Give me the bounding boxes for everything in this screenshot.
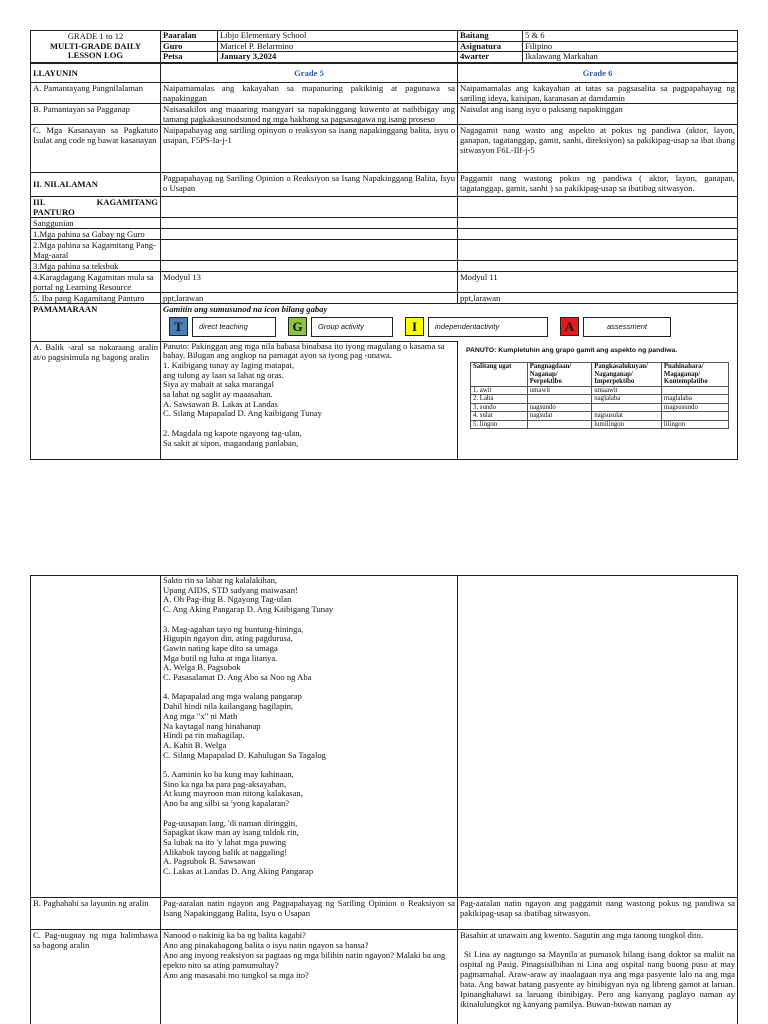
aspekto-cell: maglalaba (661, 395, 728, 404)
aspekto-header-cell: Salitang ugat (471, 363, 528, 387)
layunin-heading: I.LAYUNIN (31, 63, 161, 82)
row-label: 3.Mga pahina sa teksbuk (31, 260, 161, 271)
baitang-label: Baitang (458, 31, 523, 42)
aspekto-row (471, 403, 729, 412)
baitang-value: 5 & 6 (523, 31, 738, 42)
legend-letter-box: G (288, 317, 307, 336)
row-label: 1.Mga pahina sa Gabay ng Guro (31, 228, 161, 239)
legend-letter-box: T (169, 317, 188, 336)
lesson-log-page-2 (30, 575, 738, 1024)
grade5-cell: Naisasakilos ang maaaring mangyari sa napakinggang kuwento at naibibigay ang tamang pagkakasunodsunod ng mga hakbang sa pagsasagawa ng isang proseso (161, 103, 458, 124)
header-table (30, 30, 738, 63)
row-label: C. Mga Kasanayan sa Pagkatuto Isulat ang code ng bawat kasanayan (31, 124, 161, 172)
kagamitan-row-2 (31, 239, 738, 260)
legend-item-i (405, 317, 548, 337)
balik-aral-grade6 (458, 341, 738, 459)
grade5-cell (161, 239, 458, 260)
title-line-2: MULTI-GRADE DAILY (49, 40, 142, 51)
legend-item-t (169, 317, 276, 337)
grade6-cell: Naisulat ang isang isyu o paksang napakinggan (458, 103, 738, 124)
pag-uugnay-grade6 (458, 930, 738, 1024)
asignatura-label: Asignatura (458, 41, 523, 52)
grade6-cell (458, 576, 738, 898)
title-line-1: GRADE 1 to 12 (67, 31, 124, 41)
layunin-row-c (31, 124, 738, 172)
lesson-log-page-1 (30, 30, 738, 498)
aspekto-row (471, 420, 729, 429)
aspekto-cell (661, 386, 728, 395)
legend-label: assessment (583, 317, 671, 337)
kagamitan-row-1 (31, 228, 738, 239)
balik-aral-continued-row (31, 576, 738, 898)
aspekto-cell: 1. awit (471, 386, 528, 395)
aspekto-cell: umawit (527, 386, 592, 395)
paaralan-label: Paaralan (161, 31, 218, 42)
row-label (31, 576, 161, 898)
grade6-cell: Naipamamalas ang kakayahan at tatas sa pagsasalita sa pagpapahayag ng sariling ideya, kaisipan, karanasan at damdamin (458, 82, 738, 103)
legend-label: direct teaching (192, 317, 276, 337)
grade6-panuto: PANUTO: Kumpletuhin ang grapo gamit ang aspekto ng pandiwa. (466, 347, 678, 354)
legend-item-g (288, 317, 393, 337)
main-table-continued (30, 575, 738, 1024)
aspekto-cell: nagsulat (527, 412, 592, 421)
aspekto-row (471, 412, 729, 421)
grade5-heading: Grade 5 (161, 63, 458, 82)
grade5-cell (161, 217, 458, 228)
layunin-row-a (31, 82, 738, 103)
story-intro: Basahin at unawain ang kwento. Sagutin ang mga tanong tungkol dito. (460, 930, 703, 940)
kagamitan-row (31, 196, 738, 217)
grade6-cell (458, 239, 738, 260)
kagamitan-row-4 (31, 271, 738, 292)
aspekto-cell: nagsusulat (592, 412, 662, 421)
grade6-cell (458, 196, 738, 217)
story-text: Si Lina ay nagtungo sa Maynila at pumasok bilang isang doktor sa maliit na ospital ng Pasig. Pinagsisilbihan ni Lina ang ospital nang buong puso at may pagmamahal. Araw-araw ay inaalagaan nya ang mga pasyente lalo na ang mga bata. Ang bawat batang pasyente ay binibigyan nya ng libreng gamot at laruan. Ipinanghahawi sa laruang ibinibigay. Pero ang kanyang paglayo naman ay ikinalulungkot ng kanyang pamilya. Buwan-buwan naman ay (460, 949, 735, 1009)
grade6-cell (458, 260, 738, 271)
kwarter-label: 4warter (458, 52, 523, 63)
nilalaman-row (31, 172, 738, 196)
sanggunian-row (31, 217, 738, 228)
grade5-cell (161, 196, 458, 217)
legend-letter-box: A (560, 317, 579, 336)
balik-aral-grade5-continued: Sakto rin sa lahat ng kalalakihan, Upang AIDS, STD sadyang maiwasan! A. Oh Pag-ibig B. Ngayong Tag-ulan C. Ang Aking Pangarap D. Ang Kaibigang Tunay 3. Mag-agahan tayo ng buntung-hininga, Higupin ngayon din, ating pagdurusa, Gawin nating kape dito sa umaga Mga butil ng luha at mga litanya. A. Welga B. Pagsubok C. Pasasalamat D. Ang Abo sa Noo ng Aba 4. Mapapalad ang mga walang pangarap Dahil hindi nila kailangang hagilapin, Ang mga "x" ni Math Na kaytagal nang hinahanap Hindi pa rin mahagilap. A. Kahit B. Welga C. Silang Mapapalad D. Kahulugan Sa Tagalog 5. Aaminin ko ba kung may kahinaan, Sino ka nga ba para pag-aksayahan, At kung mayroon man nitong kalakasan, Ano ba ang silbi sa 'yong kapalaran? Pag-uusapan lang, 'di naman diringgin, Sapagkat ikaw man ay isang tuldok rin, Sa lubak na ito 'y lahat mga puwing Alikabok tayong balik at naggaling! A. Pagsubok B. Sawsawan C. Lakas at Landas D. Ang Aking Pangarap (161, 576, 458, 898)
kagamitan-row-3 (31, 260, 738, 271)
nilalaman-label: II. NILALAMAN (31, 172, 161, 196)
grade6-cell: ppt,larawan (458, 292, 738, 303)
aspekto-cell: 3. sundo (471, 403, 528, 412)
paaralan-value: Libjo Elementary School (218, 31, 458, 42)
balik-aral-row (31, 341, 738, 459)
aspekto-cell: magsusundo (661, 403, 728, 412)
row-label: B. Pamantayan sa Pagganap (31, 103, 161, 124)
aspekto-table (470, 362, 729, 429)
pamamaraan-label: PAMAMARAAN (31, 303, 161, 341)
grade6-cell: Paggamit nang wastong pokus ng pandiwa ( aktor, layon, ganapan, tagatanggap, gamit, sanhi ) sa pakikipag-usap sa ibatibag sitwasyon. (458, 172, 738, 196)
aspekto-cell: 2. Laba (471, 395, 528, 404)
aspekto-cell (592, 403, 662, 412)
kagamitan-label-right: KAGAMITANG (96, 196, 158, 207)
paghahabi-row (31, 898, 738, 930)
aspekto-row (471, 395, 729, 404)
aspekto-table-body (471, 386, 729, 429)
row-label: 4.Karagdagang Kagamitan mula sa portal ng Learning Resource (31, 271, 161, 292)
aspekto-cell: 5. lingon (471, 420, 528, 429)
legend-label: independentactivity (428, 317, 548, 337)
aspekto-cell: 4. sulat (471, 412, 528, 421)
main-table (30, 63, 738, 460)
aspekto-cell (527, 420, 592, 429)
grade6-heading: Grade 6 (458, 63, 738, 82)
aspekto-cell: naglalaba (592, 395, 662, 404)
kagamitan-row-5 (31, 292, 738, 303)
paghahabi-grade6: Pag-aaralan natin ngayon ang paggamit nang wastong pokus ng pandiwa sa pakikipag-usap sa ibatibag sitwasyon. (458, 898, 738, 930)
pag-uugnay-grade5: Nanood o nakinig ka ba ng balita kagabi? Ano ang pinakabagong balita o isyu natin ngayon sa bansa? Ano ang inyong reaksiyon sa pagtaas ng mga bilihin natin ngayon? Malaki ba ang epekto nito sa ating pamumuhay? Ano ang masasabi mo tungkol sa mga ito? (161, 930, 458, 1024)
petsa-value: January 3,2024 (218, 52, 458, 63)
aspekto-cell: lumilingon (592, 420, 662, 429)
row-label: 2.Mga pahina sa Kagamitang Pang-Mag-aaral (31, 239, 161, 260)
grade5-cell: Naipamamalas ang kakayahan sa mapanuring pakikinig at pagunawa sa napakinggan (161, 82, 458, 103)
pag-uugnay-label: C. Pag-uugnay ng mga halimbawa sa bagong aralin (31, 930, 161, 1024)
grade5-cell: ppt,larawan (161, 292, 458, 303)
row-label: A. Pamantayang Pangnilalaman (31, 82, 161, 103)
grade5-cell: Modyul 13 (161, 271, 458, 292)
legend-label: Group activity (311, 317, 393, 337)
petsa-label: Petsa (161, 52, 218, 63)
grade6-cell (458, 228, 738, 239)
grade5-cell: Naipapahayag ang sariling opinyon o reaksyon sa isang napakinggang balita, isyu o usapan, F5PS-Ia-j-1 (161, 124, 458, 172)
paghahabi-label: B. Paghahabi sa layunin ng aralin (31, 898, 161, 930)
guro-label: Guro (161, 41, 218, 52)
guro-value: Maricel P. Belarmino (218, 41, 458, 52)
aspekto-table-header (471, 363, 729, 387)
paghahabi-grade5: Pag-aaralan natin ngayon ang Pagpapahayag ng Sariling Opinion o Reaksiyon sa Isang Napakinggang Balita, Isyu o Usapan (161, 898, 458, 930)
grade6-cell: Modyul 11 (458, 271, 738, 292)
grade6-cell (458, 217, 738, 228)
aspekto-cell: umaawit (592, 386, 662, 395)
kwarter-value: Ikalawang Markahan (523, 52, 738, 63)
pamamaraan-guide (161, 303, 738, 341)
balik-aral-label: A. Balik -aral sa nakaraang aralin at/o pagsisimula ng bagong aralin (31, 341, 161, 459)
kagamitan-label-2: PANTURO (33, 206, 75, 217)
row-label: 5. Iba pang Kagamitang Panturo (31, 292, 161, 303)
asignatura-value: Filipino (523, 41, 738, 52)
pamamaraan-row (31, 303, 738, 341)
balik-aral-grade5: Panuto: Pakinggan ang mga nila babasa binabasa ito iyong magulang o kasama sa bahay. Bilugan ang angkop na pamagat ayon sa iyong pag -unawa. 1. Kaibigang tunay ay laging matapat, ang tulong ay laan sa lahat ng oras. Siya ay mabait at saka marangal sa lahat ng saglit ay maaasahan. A. Sawsawan B. Lakas at Landas C. Silang Mapapalad D. Ang kaibigang Tunay 2. Magdala ng kapote ngayong tag-ulan, Sa sakit at sipon, magandang panlaban, (161, 341, 458, 459)
layunin-row-b (31, 103, 738, 124)
aspekto-row (471, 386, 729, 395)
sanggunian-label: Sanggunian (31, 217, 161, 228)
title-line-3: LESSON LOG (67, 50, 124, 60)
aspekto-cell (527, 395, 592, 404)
grade5-cell: Pagpapahayag ng Sariling Opinion o Reaksiyon sa Isang Napakinggang Balita, Isyu o Usapan (161, 172, 458, 196)
kagamitan-label (31, 196, 161, 217)
aspekto-cell: lilingon (661, 420, 728, 429)
aspekto-cell (661, 412, 728, 421)
pamamaraan-instruction: Gamitin ang sumusunod na icon bilang gabay (163, 303, 328, 314)
aspekto-header-cell: Pangnagdaan/ Naganap/ Perpektibo (527, 363, 592, 387)
log-title (31, 31, 161, 63)
legend-letter-box: I (405, 317, 424, 336)
aspekto-header-cell: Pangkasalukuyan/ Naganganap/ Imperpektibo (592, 363, 662, 387)
grade5-cell (161, 228, 458, 239)
grade5-cell (161, 260, 458, 271)
kagamitan-label-left: III. (33, 196, 46, 207)
legend-item-a (560, 317, 671, 337)
pag-uugnay-row (31, 930, 738, 1024)
aspekto-cell: nagsundo (527, 403, 592, 412)
grade6-cell: Nagagamit nang wasto ang aspekto at pokus ng pandiwa (aktor, layon, ganapan, tagatanggap, gamit, sanhi, direksiyon) sa pakikipag-usap sa ibat ibang sitwasyon F6L-IIf-j-5 (458, 124, 738, 172)
icon-legend (163, 314, 735, 341)
aspekto-header-cell: Pnahinahara/ Magaganap/ Kontemplatibo (661, 363, 728, 387)
